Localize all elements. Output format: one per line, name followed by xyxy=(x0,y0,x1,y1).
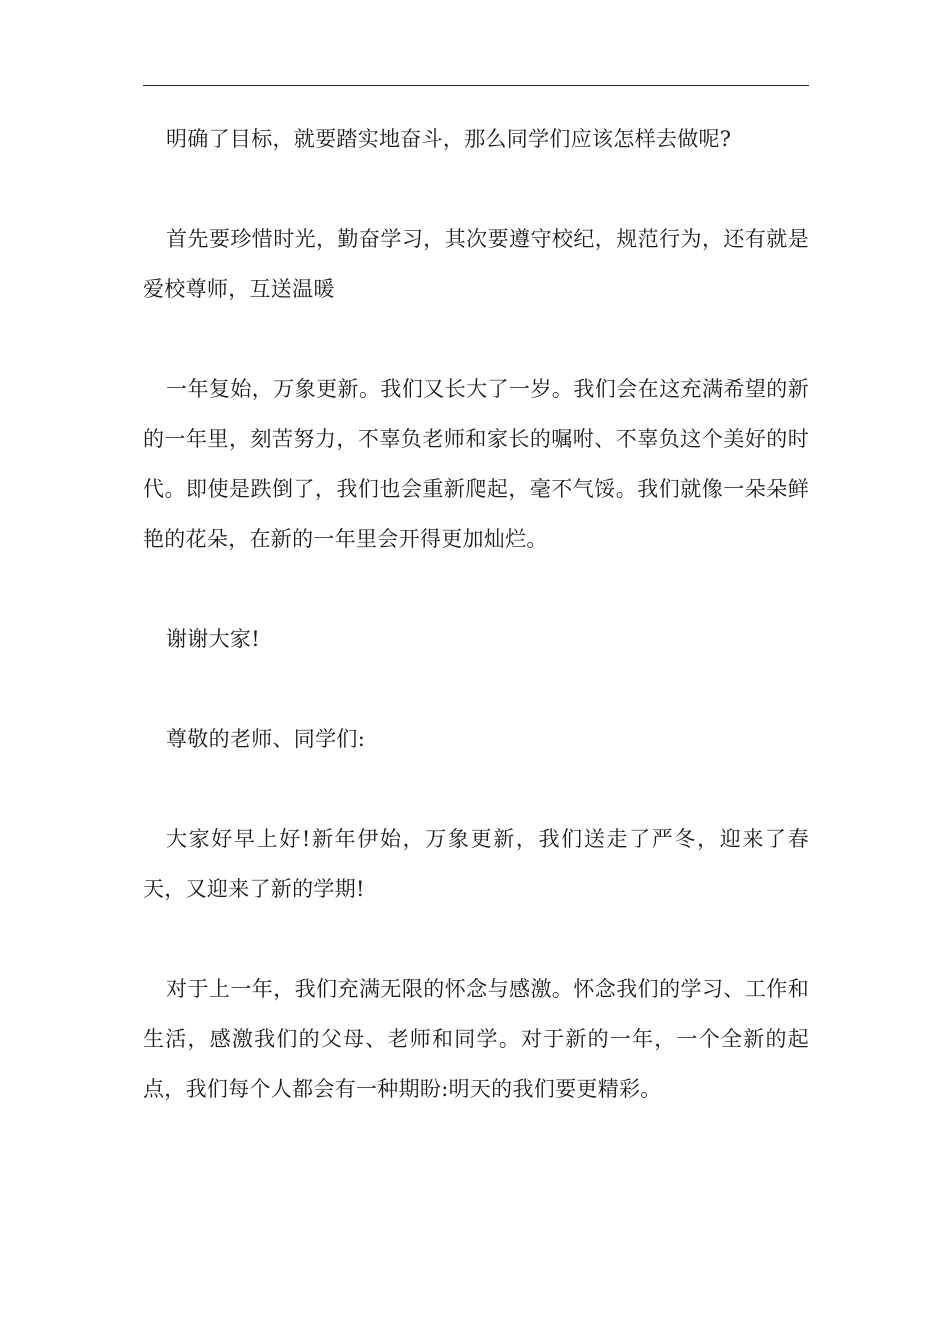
paragraph-gap xyxy=(143,564,809,614)
paragraph: 一年复始，万象更新。我们又长大了一岁。我们会在这充满希望的新的一年里，刻苦努力，不辜负老师和家长的嘱咐、不辜负这个美好的时代。即使是跌倒了，我们也会重新爬起，毫不气馁。我们就像一朵朵鲜艳的花朵，在新的一年里会开得更加灿烂。 xyxy=(143,377,809,551)
paragraph: 明确了目标，就要踏实地奋斗，那么同学们应该怎样去做呢? xyxy=(166,127,732,151)
paragraph-gap xyxy=(143,914,809,964)
paragraph-gap xyxy=(143,764,809,814)
paragraph-gap xyxy=(143,664,809,714)
header-rule xyxy=(143,85,809,86)
document-body xyxy=(143,114,809,1114)
paragraph: 谢谢大家! xyxy=(166,627,260,651)
paragraph: 首先要珍惜时光，勤奋学习，其次要遵守校纪，规范行为，还有就是爱校尊师，互送温暖 xyxy=(143,227,809,301)
paragraph: 对于上一年，我们充满无限的怀念与感激。怀念我们的学习、工作和生活，感激我们的父母、老师和同学。对于新的一年，一个全新的起点，我们每个人都会有一种期盼:明天的我们要更精彩。 xyxy=(143,977,809,1101)
paragraph-gap xyxy=(143,164,809,214)
paragraph-gap xyxy=(143,314,809,364)
paragraph: 大家好早上好!新年伊始，万象更新，我们送走了严冬，迎来了春天，又迎来了新的学期! xyxy=(143,827,809,901)
paragraph: 尊敬的老师、同学们: xyxy=(166,727,366,751)
